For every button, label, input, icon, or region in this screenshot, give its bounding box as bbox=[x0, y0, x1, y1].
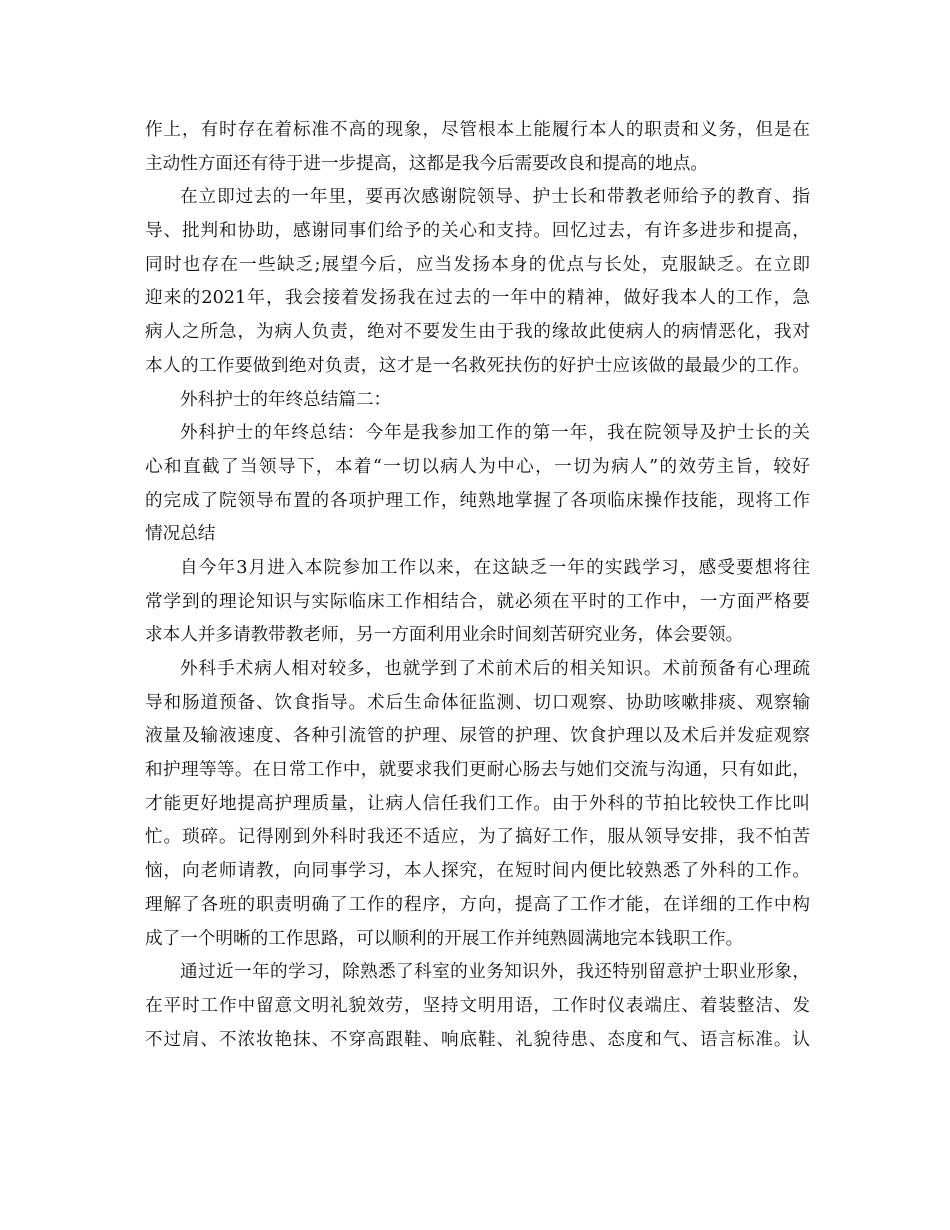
text-line: 理解了各班的职责明确了工作的程序，方向，提高了工作才能，在详细的工作中构 bbox=[145, 894, 810, 915]
text-line: 恼，向老师请教，向同事学习，本人探究，在短时间内便比较熟悉了外科的工作。 bbox=[145, 861, 810, 882]
text-line: 在立即过去的一年里，要再次感谢院领导、护士长和带教老师给予的教育、指 bbox=[180, 187, 810, 208]
text-line: 导和肠道预备、饮食指导。术后生命体征监测、切口观察、协助咳嗽排痰、观察输 bbox=[145, 692, 810, 713]
text-line: 作上，有时存在着标准不高的现象，尽管根本上能履行本人的职责和义务，但是在 bbox=[145, 120, 810, 140]
text-line: 的完成了院领导布置的各项护理工作，纯熟地掌握了各项临床操作技能，现将工作 bbox=[145, 490, 810, 511]
text-line: 外科手术病人相对较多，也就学到了术前术后的相关知识。术前预备有心理疏 bbox=[180, 659, 810, 679]
text-line: 忙。琐碎。记得刚到外科时我还不适应，为了搞好工作，服从领导安排，我不怕苦 bbox=[145, 827, 810, 848]
text-line: 病人之所急，为病人负责，绝对不要发生由于我的缘故此使病人的病情恶化，我对 bbox=[145, 322, 810, 343]
text-line: 情况总结 bbox=[145, 524, 216, 545]
text-line: 常学到的理论知识与实际临床工作相结合，就必须在平时的工作中，一方面严格要 bbox=[145, 591, 810, 612]
text-line: 本人的工作要做到绝对负责，这才是一名救死扶伤的好护士应该做的最最少的工作。 bbox=[145, 355, 810, 376]
text-line: 自今年3月进入本院参加工作以来，在这缺乏一年的实践学习，感受要想将往 bbox=[180, 557, 810, 578]
text-line: 外科护士的年终总结：今年是我参加工作的第一年，我在院领导及护士长的关 bbox=[180, 423, 810, 444]
section-heading: 外科护士的年终总结篇二： bbox=[180, 389, 392, 410]
text-line: 导、批判和协助，感谢同事们给予的关心和支持。回忆过去，有许多进步和提高， bbox=[145, 221, 810, 242]
text-line: 才能更好地提高护理质量，让病人信任我们工作。由于外科的节拍比较快工作比叫 bbox=[145, 793, 810, 814]
text-line: 在平时工作中留意文明礼貌效劳，坚持文明用语，工作时仪表端庄、着装整洁、发 bbox=[145, 995, 810, 1016]
text-line: 通过近一年的学习，除熟悉了科室的业务知识外，我还特别留意护士职业形象， bbox=[180, 962, 810, 983]
text-line: 心和直截了当领导下，本着“一切以病人为中心，一切为病人”的效劳主旨，较好 bbox=[145, 456, 810, 477]
body-text bbox=[145, 114, 810, 1057]
text-line: 求本人并多请教带教老师，另一方面利用业余时间刻苦研究业务，体会要领。 bbox=[145, 625, 744, 646]
text-line: 同时也存在一些缺乏;展望今后，应当发扬本身的优点与长处，克服缺乏。在立即 bbox=[145, 254, 810, 275]
text-line: 和护理等等。在日常工作中，就要求我们更耐心肠去与她们交流与沟通，只有如此， bbox=[145, 760, 810, 781]
text-line: 液量及输液速度、各种引流管的护理、尿管的护理、饮食护理以及术后并发症观察 bbox=[145, 726, 810, 747]
text-line: 不过肩、不浓妆艳抹、不穿高跟鞋、响底鞋、礼貌待患、态度和气、语言标准。认 bbox=[145, 1029, 810, 1050]
text-line: 成了一个明晰的工作思路，可以顺利的开展工作并纯熟圆满地完本钱职工作。 bbox=[145, 928, 744, 949]
text-line: 主动性方面还有待于进一步提高，这都是我今后需要改良和提高的地点。 bbox=[145, 153, 709, 174]
text-line: 迎来的2021年，我会接着发扬我在过去的一年中的精神，做好我本人的工作，急 bbox=[145, 288, 810, 309]
